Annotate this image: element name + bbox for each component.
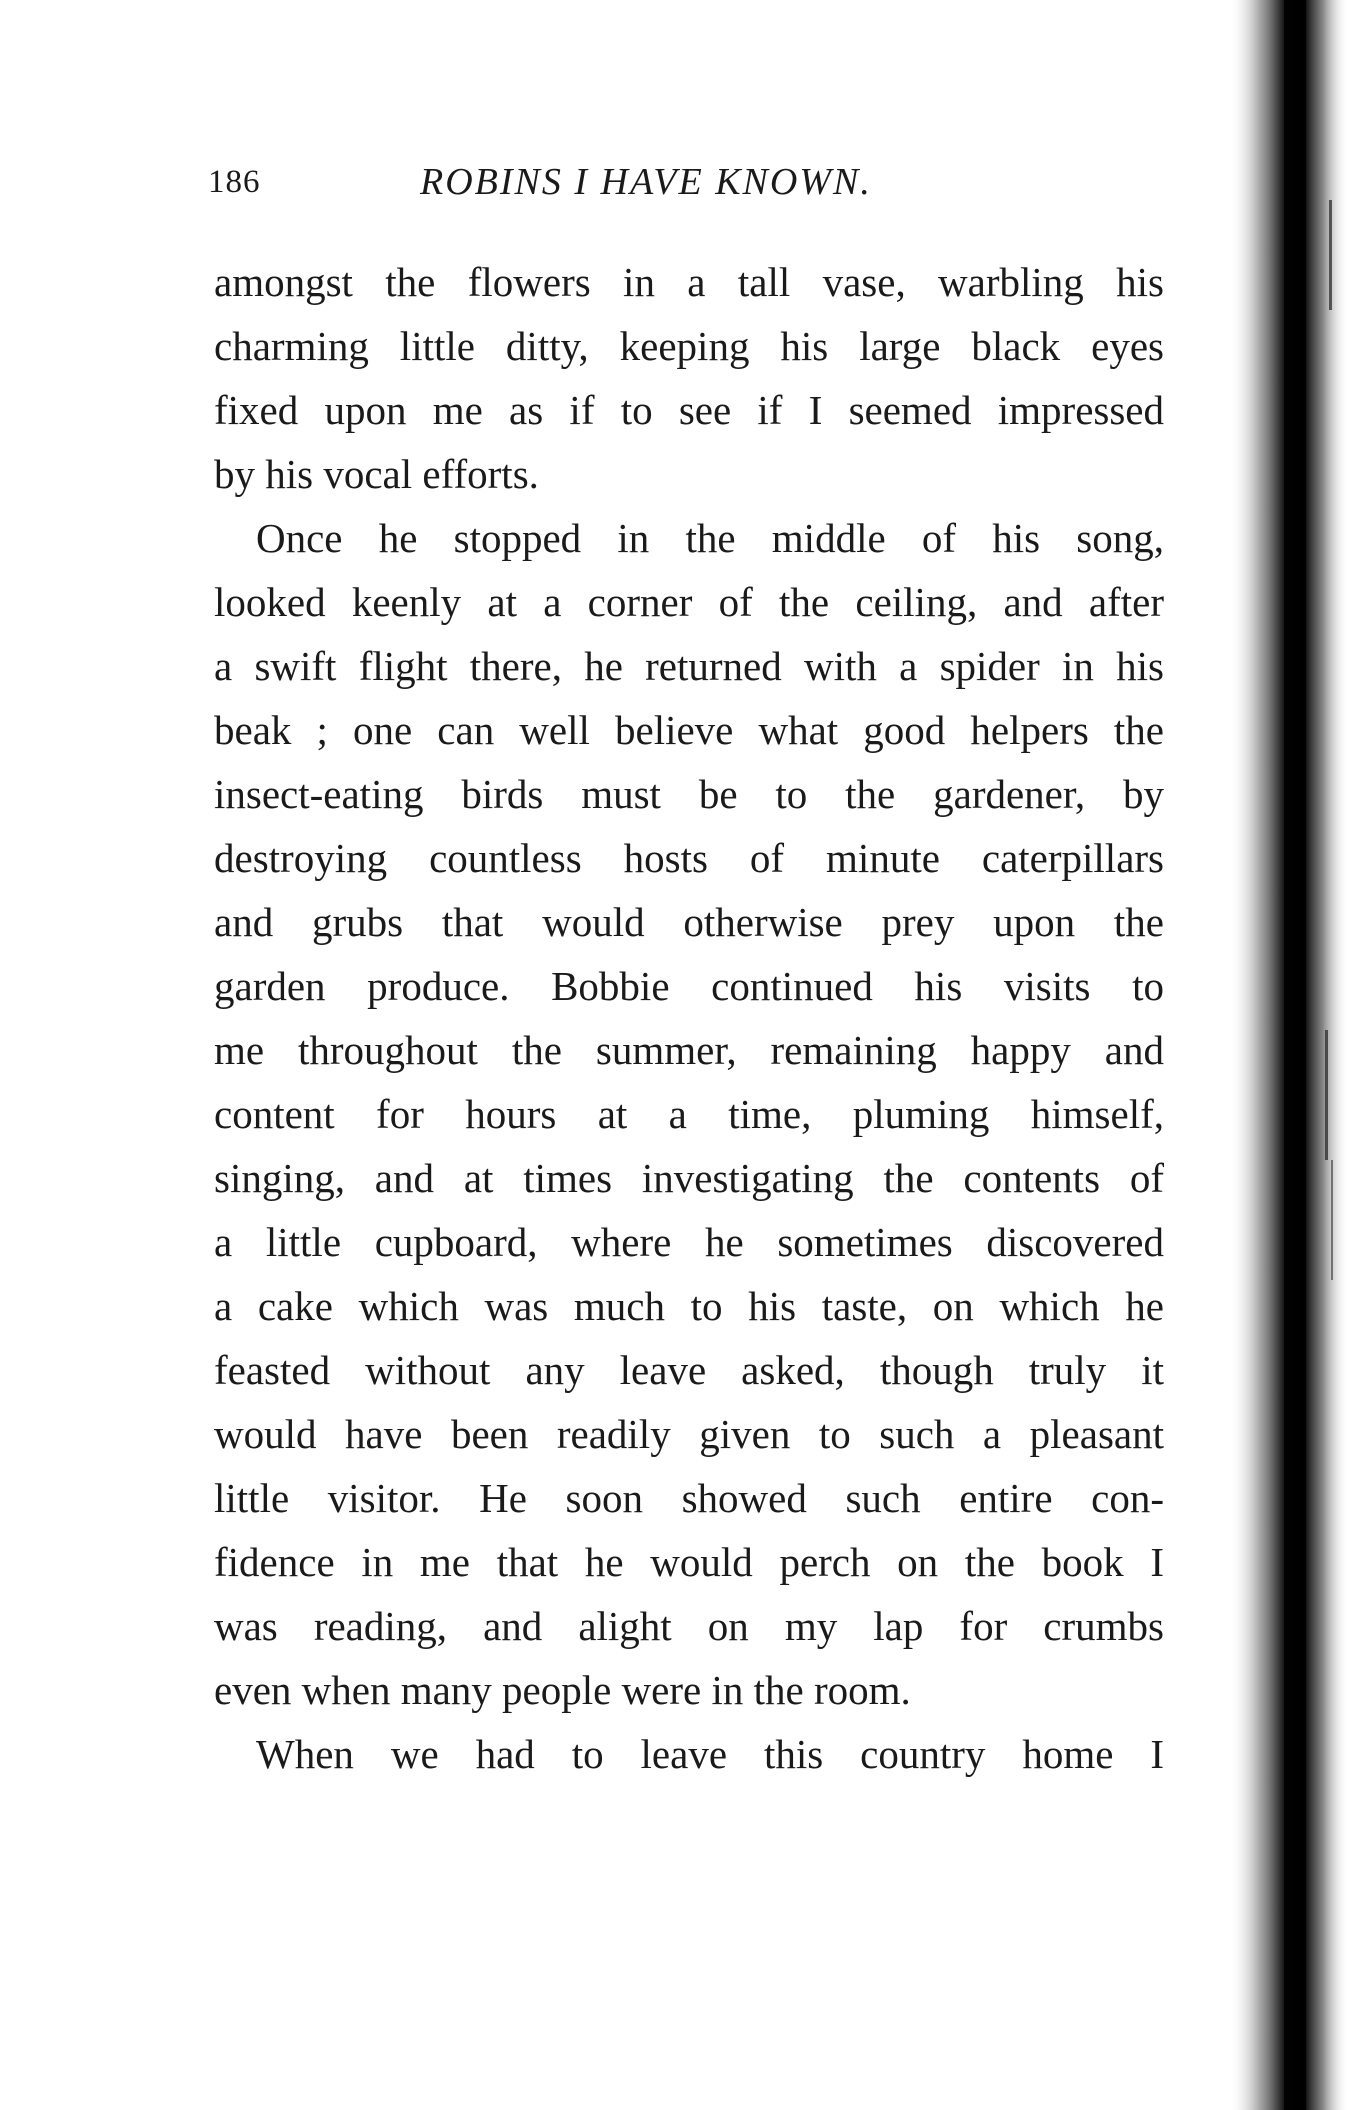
text-line: destroying countless hosts of minute caterpillars [214, 835, 1164, 881]
text-line: me throughout the summer, remaining happy and [214, 1027, 1164, 1073]
text-line: charming little ditty, keeping his large black eyes [214, 323, 1164, 369]
text-line: fidence in me that he would perch on the book I [214, 1539, 1164, 1585]
text-line: a little cupboard, where he sometimes discovered [214, 1219, 1164, 1265]
text-line: and grubs that would otherwise prey upon the [214, 899, 1164, 945]
text-line: amongst the flowers in a tall vase, warbling his [214, 259, 1164, 305]
text-line: fixed upon me as if to see if I seemed impressed [214, 387, 1164, 433]
text-line: looked keenly at a corner of the ceiling, and after [214, 579, 1164, 625]
body-text [214, 250, 1164, 1786]
text-line: singing, and at times investigating the contents of [214, 1155, 1164, 1201]
text-line: content for hours at a time, pluming himself, [214, 1091, 1164, 1137]
text-line: beak ; one can well believe what good helpers the [214, 707, 1164, 753]
text-line: was reading, and alight on my lap for crumbs [214, 1603, 1164, 1649]
text-line: When we had to leave this country home I [256, 1731, 1164, 1777]
paragraph-1 [214, 250, 1164, 506]
paragraph-3 [214, 1722, 1164, 1786]
text-line: would have been readily given to such a pleasant [214, 1411, 1164, 1457]
text-line: a swift flight there, he returned with a spider in his [214, 643, 1164, 689]
text-line: insect-eating birds must be to the gardener, by [214, 771, 1164, 817]
text-line: a cake which was much to his taste, on which he [214, 1283, 1164, 1329]
text-line: feasted without any leave asked, though truly it [214, 1347, 1164, 1393]
text-line: Once he stopped in the middle of his song, [256, 515, 1164, 561]
paragraph-2 [214, 506, 1164, 1722]
text-line: garden produce. Bobbie continued his visits to [214, 963, 1164, 1009]
page-number: 186 [208, 164, 261, 200]
running-head: ROBINS I HAVE KNOWN. [420, 161, 872, 203]
text-line: little visitor. He soon showed such entire con- [214, 1475, 1164, 1521]
text-line: by his vocal efforts. [214, 451, 539, 497]
binding-gutter-shadow [1229, 0, 1349, 2110]
text-line: even when many people were in the room. [214, 1667, 911, 1713]
